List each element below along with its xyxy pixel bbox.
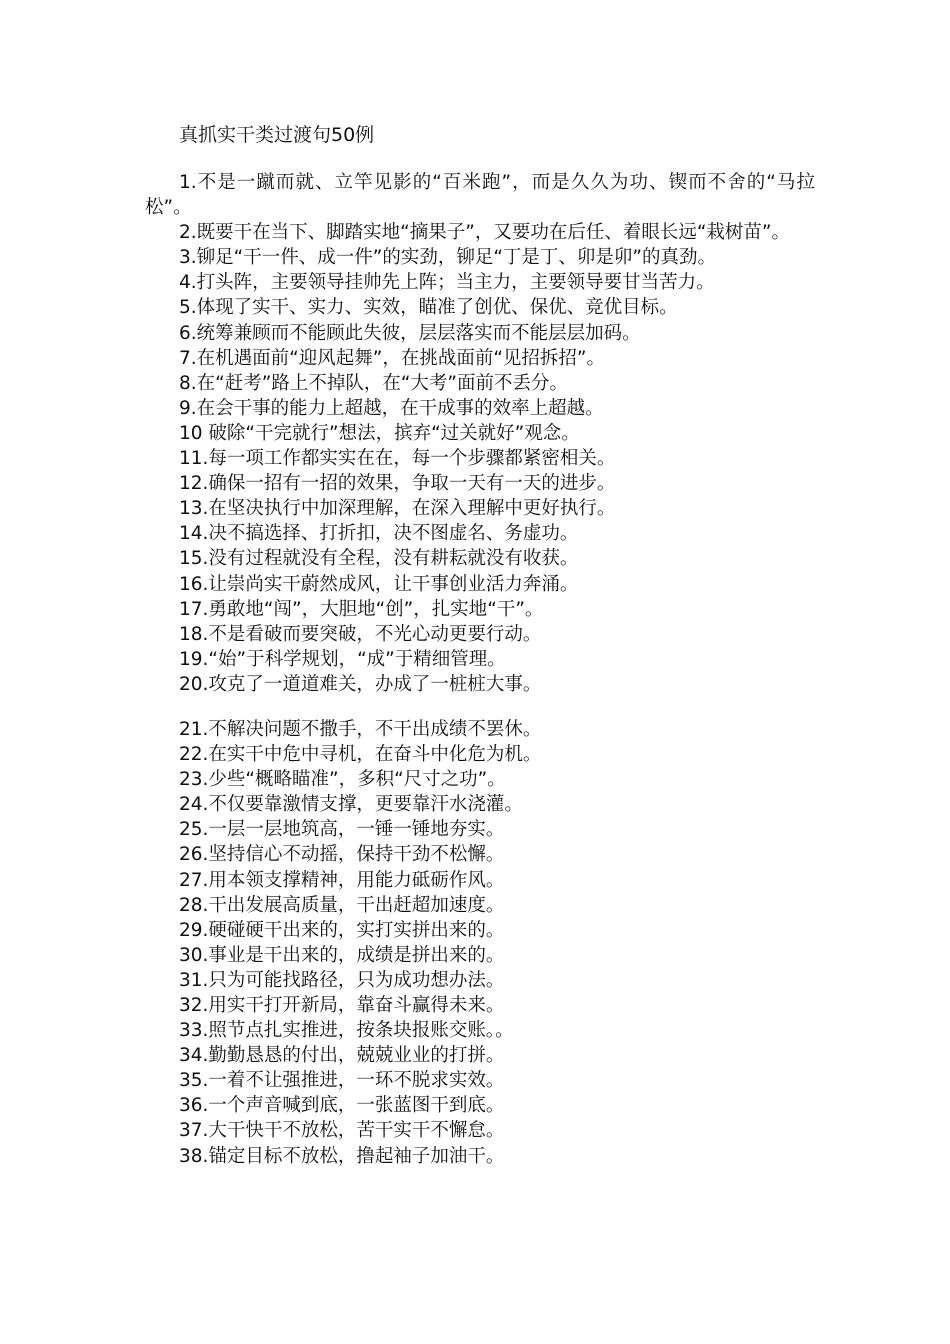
- list-item: 24.不仅要靠激情支撑，更要靠汗水浇灌。: [179, 794, 523, 816]
- section-gap: [145, 697, 815, 717]
- list-item: 20.攻克了一道道难关，办成了一桩桩大事。: [179, 673, 542, 695]
- list-item: 11.每一项工作都实实在在，每一个步骤都紧密相关。: [179, 448, 616, 470]
- list-item: 22.在实干中危中寻机，在奋斗中化危为机。: [179, 744, 542, 766]
- list-item: 33.照节点扎实推进，按条块报账交账。。: [179, 1020, 514, 1042]
- document-body: [145, 170, 815, 1169]
- list-item: 36.一个声音喊到底，一张蓝图干到底。: [179, 1095, 505, 1117]
- list-item: 12.确保一招有一招的效果，争取一天有一天的进步。: [179, 473, 616, 495]
- list-item: 7.在机遇面前“迎风起舞”，在挑战面前“见招拆招”。: [179, 347, 605, 369]
- list-item: 34.勤勤恳恳的付出，兢兢业业的打拼。: [179, 1045, 505, 1067]
- list-item: 38.锚定目标不放松，撸起袖子加油干。: [179, 1145, 505, 1167]
- list-item: 27.用本领支撑精神，用能力砥砺作风。: [179, 869, 505, 891]
- list-item: 35.一着不让强推进，一环不脱求实效。: [179, 1070, 505, 1092]
- list-item: 37.大干快干不放松，苦干实干不懈怠。: [179, 1120, 505, 1142]
- list-item: 16.让崇尚实干蔚然成风，让干事创业活力奔涌。: [179, 573, 579, 595]
- list-item: 10 破除“干完就行”想法，摈弃“过关就好”观念。: [179, 422, 580, 444]
- list-item: 19.“始”于科学规划，“成”于精细管理。: [179, 648, 506, 670]
- list-item: 15.没有过程就没有全程，没有耕耘就没有收获。: [179, 548, 579, 570]
- list-item: 4.打头阵，主要领导挂帅先上阵；当主力，主要领导要甘当苦力。: [179, 272, 715, 294]
- list-item: 2.既要干在当下、脚踏实地“摘果子”，又要功在后任、着眼长远“栽树苗”。: [179, 222, 790, 244]
- list-item: 32.用实干打开新局，靠奋斗赢得未来。: [179, 995, 505, 1016]
- list-item: 29.硬碰硬干出来的，实打实拼出来的。: [179, 919, 505, 941]
- document-title: 真抓实干类过渡句50例: [179, 124, 375, 146]
- list-item: 25.一层一层地筑高，一锤一锤地夯实。: [179, 819, 505, 841]
- list-item: 5.体现了实干、实力、实效，瞄准了创优、保优、竞优目标。: [179, 297, 678, 319]
- list-item: 26.坚持信心不动摇，保持干劲不松懈。: [179, 844, 505, 866]
- list-item: 14.决不搞选择、打折扣，决不图虚名、务虚功。: [179, 523, 579, 545]
- list-item: 1.不是一蹴而就、立竿见影的“百米跑”，而是久久为功、锲而不舍的“马拉松”。: [145, 172, 815, 219]
- list-item: 31.只为可能找路径，只为成功想办法。: [179, 969, 505, 991]
- list-item: 13.在坚决执行中加深理解，在深入理解中更好执行。: [179, 498, 616, 520]
- list-item: 30.事业是干出来的，成绩是拼出来的。: [179, 944, 505, 966]
- list-item: 8.在“赶考”路上不掉队，在“大考”面前不丢分。: [179, 372, 568, 394]
- list-item: 21.不解决问题不撒手，不干出成绩不罢休。: [179, 718, 542, 740]
- list-item: 23.少些“概略瞄准”，多积“尺寸之功”。: [179, 769, 506, 791]
- list-item: 28.干出发展高质量，干出赶超加速度。: [179, 894, 505, 916]
- section-1: [145, 170, 815, 697]
- list-item: 3.铆足“干一件、成一件”的实劲，铆足“丁是丁、卯是卯”的真劲。: [179, 247, 716, 269]
- section-2: [145, 717, 815, 1169]
- list-item: 9.在会干事的能力上超越，在干成事的效率上超越。: [179, 397, 604, 419]
- list-item: 18.不是看破而要突破，不光心动更要行动。: [179, 623, 542, 645]
- list-item: 6.统筹兼顾而不能顾此失彼，层层落实而不能层层加码。: [179, 322, 641, 344]
- list-item: 17.勇敢地“闯”，大胆地“创”，扎实地“干”。: [179, 598, 544, 620]
